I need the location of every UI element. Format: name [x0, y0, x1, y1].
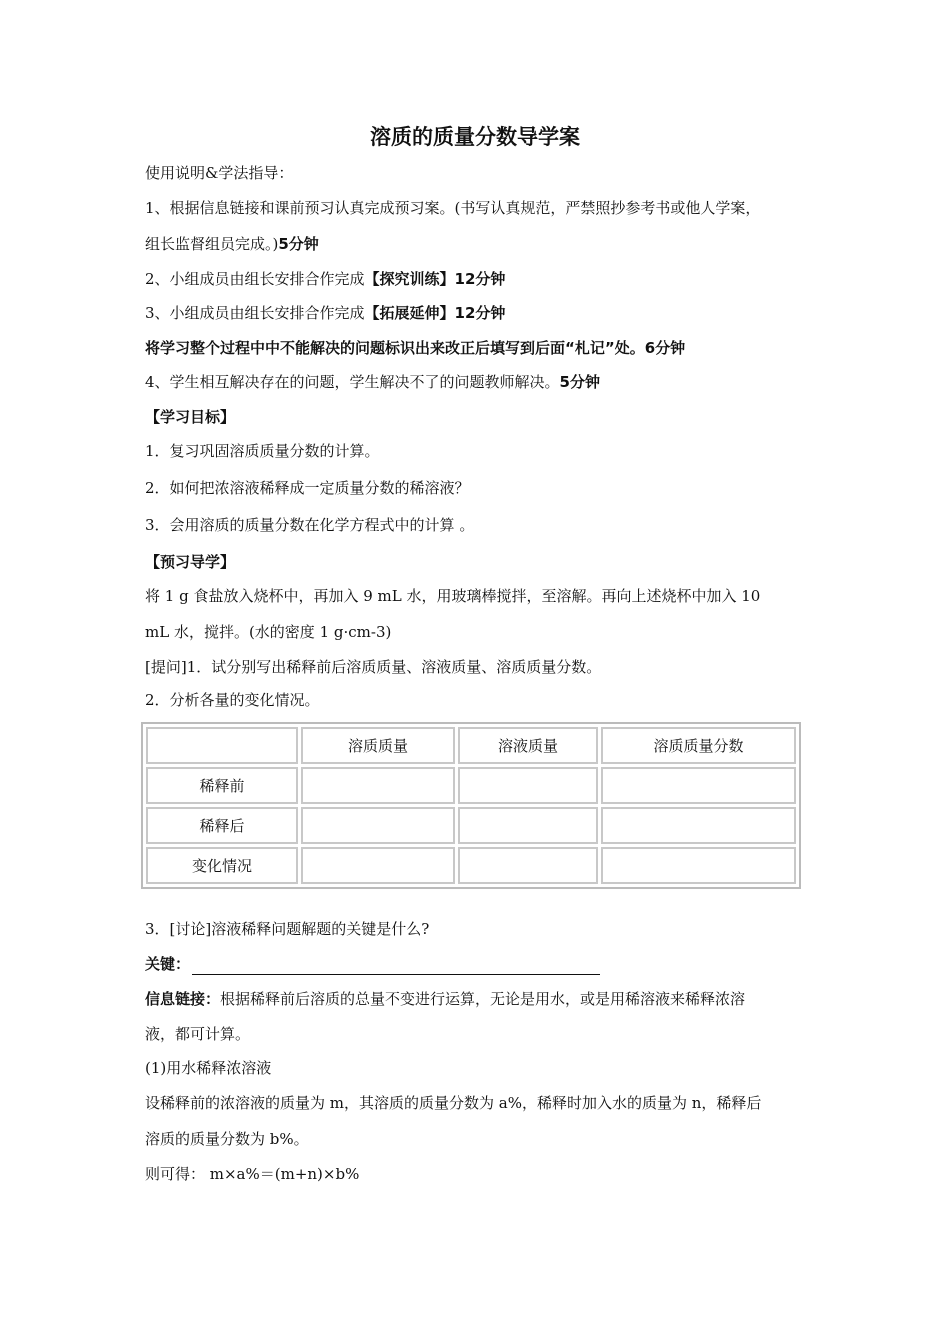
- table-cell[interactable]: [301, 847, 455, 884]
- goal-3: 3．会用溶质的质量分数在化学方程式中的计算 。: [145, 516, 475, 534]
- table-header-cell: 溶液质量: [458, 727, 598, 764]
- info-description-b: 溶质的质量分数为 b%。: [145, 1130, 309, 1148]
- info-link-text: 根据稀释前后溶质的总量不变进行运算，无论是用水，或是用稀溶液来稀释浓溶: [220, 990, 746, 1008]
- instruction-2: [145, 268, 815, 290]
- instruction-2-bold: 【探究训练】12分钟: [364, 270, 506, 288]
- instruction-1-time: 5分钟: [278, 235, 319, 253]
- info-link-line-b: 液，都可计算。: [145, 1025, 251, 1043]
- preview-question-2: 2．分析各量的变化情况。: [145, 691, 320, 709]
- instruction-1-line-a: 1、根据信息链接和课前预习认真完成预习案。(书写认真规范，严禁照抄参考书或他人学案，: [145, 199, 761, 217]
- table-row: [146, 807, 796, 844]
- info-formula: 则可得： m×a%＝(m+n)×b%: [145, 1165, 360, 1183]
- table-header-cell: [146, 727, 298, 764]
- info-link-label: 信息链接：: [145, 990, 221, 1008]
- preview-question-1: [提问]1．试分别写出稀释前后溶质质量、溶液质量、溶质质量分数。: [145, 658, 602, 676]
- instruction-1-text: 组长监督组员完成。): [145, 235, 279, 253]
- instruction-3-text: 3、小组成员由组长安排合作完成: [145, 304, 365, 322]
- table-cell[interactable]: [301, 767, 455, 804]
- goals-heading: 【学习目标】: [145, 408, 236, 426]
- instruction-1-line-b: [145, 233, 815, 255]
- preview-heading: 【预习导学】: [145, 553, 236, 571]
- dilution-table: [141, 722, 801, 889]
- table-row: [146, 767, 796, 804]
- table-cell[interactable]: [458, 767, 598, 804]
- discussion-question: 3．[讨论]溶液稀释问题解题的关键是什么?: [145, 920, 430, 938]
- table-header-row: [146, 727, 796, 764]
- table-cell[interactable]: [301, 807, 455, 844]
- table-row: [146, 847, 796, 884]
- instruction-2-text: 2、小组成员由组长安排合作完成: [145, 270, 365, 288]
- info-description-a: 设稀释前的浓溶液的质量为 m，其溶质的质量分数为 a%，稀释时加入水的质量为 n，稀释后: [145, 1094, 762, 1112]
- table-cell[interactable]: [601, 807, 796, 844]
- instruction-4-bold: 5分钟: [559, 373, 600, 391]
- table-header-cell: 溶质质量分数: [601, 727, 796, 764]
- instructions-heading: 使用说明&学法指导：: [145, 164, 294, 182]
- goal-1: 1．复习巩固溶质质量分数的计算。: [145, 442, 380, 460]
- instruction-4-text: 4、学生相互解决存在的问题，学生解决不了的问题教师解决。: [145, 373, 560, 391]
- preview-paragraph-b: mL 水，搅拌。(水的密度 1 g·cm-3): [145, 623, 392, 641]
- key-line: [145, 953, 815, 975]
- instruction-3: [145, 302, 815, 324]
- table-cell[interactable]: [601, 847, 796, 884]
- instruction-3-bold: 【拓展延伸】12分钟: [364, 304, 506, 322]
- table-row-label: 稀释后: [146, 807, 298, 844]
- table-header-cell: 溶质质量: [301, 727, 455, 764]
- table-cell[interactable]: [458, 807, 598, 844]
- document-title: 溶质的质量分数导学案: [370, 125, 580, 149]
- table-row-label: 变化情况: [146, 847, 298, 884]
- info-link-line-a: [145, 988, 815, 1010]
- preview-paragraph-a: 将 1 g 食盐放入烧杯中，再加入 9 mL 水，用玻璃棒搅拌，至溶解。再向上述烧杯中加入 10: [145, 587, 761, 605]
- goal-2: 2．如何把浓溶液稀释成一定质量分数的稀溶液？: [145, 479, 470, 497]
- table-row-label: 稀释前: [146, 767, 298, 804]
- info-subheading: (1)用水稀释浓溶液: [145, 1059, 272, 1077]
- key-answer-blank[interactable]: [192, 958, 600, 975]
- instruction-4: [145, 371, 815, 393]
- key-label: 关键：: [145, 955, 191, 973]
- table-cell[interactable]: [601, 767, 796, 804]
- table-cell[interactable]: [458, 847, 598, 884]
- instruction-note: 将学习整个过程中中不能解决的问题标识出来改正后填写到后面“札记”处。6分钟: [145, 339, 686, 357]
